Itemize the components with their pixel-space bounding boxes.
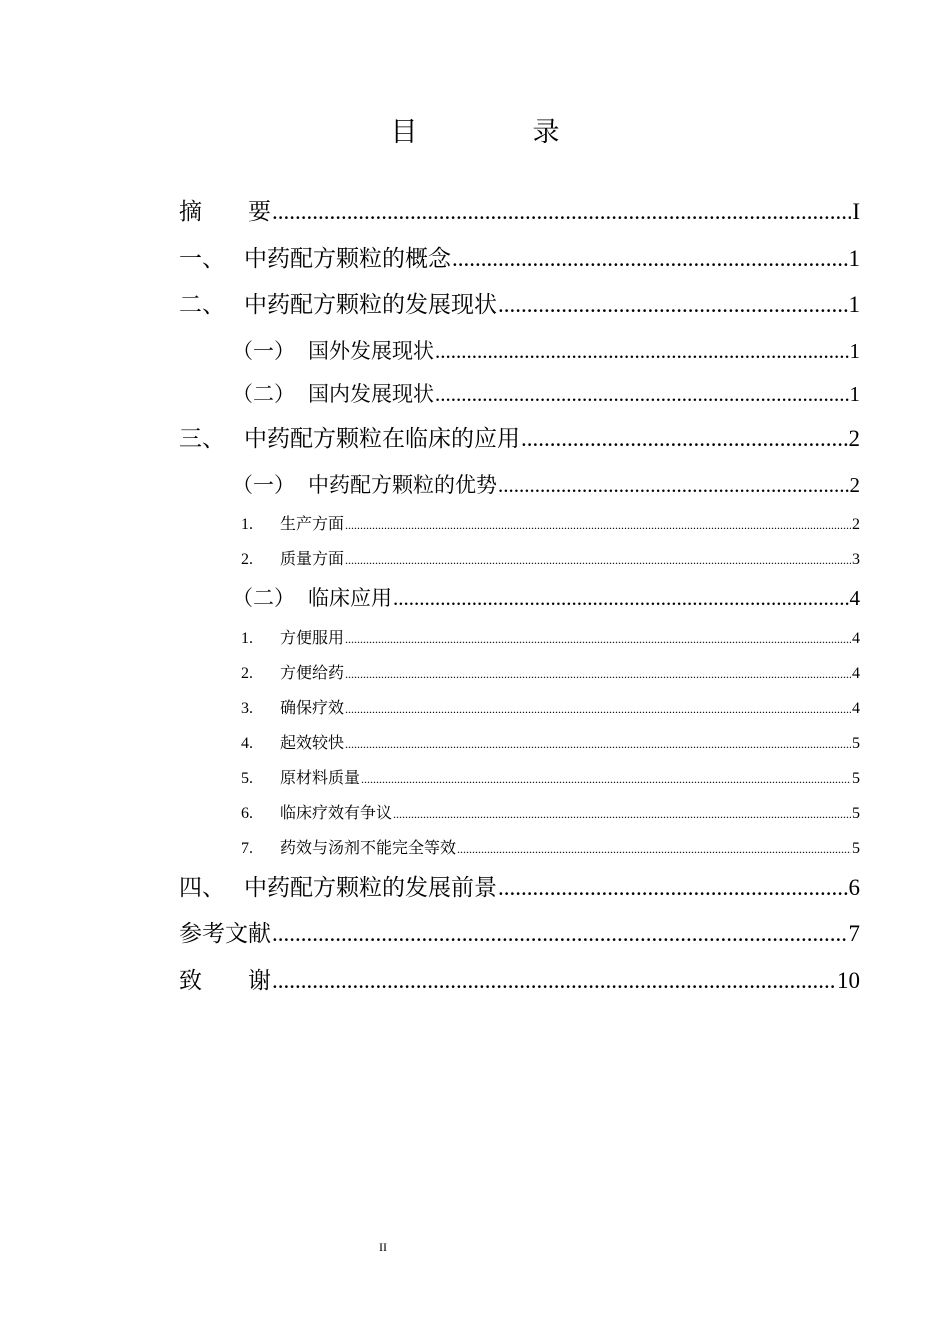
toc-entry-section-3-2-4[interactable]: [179, 732, 860, 755]
toc-entry-number: 5.: [241, 770, 253, 787]
toc-entry-page: 1: [849, 339, 860, 363]
toc-entry-label: 临床疗效有争议: [280, 803, 393, 822]
toc-leader-dots: [361, 768, 851, 790]
toc-leader-dots: [498, 873, 848, 903]
toc-entry-number: 6.: [241, 805, 253, 822]
toc-leader-dots: [345, 514, 851, 536]
toc-entry-section-2[interactable]: [179, 290, 860, 320]
toc-entry-page: 2: [852, 516, 860, 533]
toc-entry-page: 5: [852, 770, 860, 787]
toc-entry-label: 中药配方颗粒的优势: [308, 473, 497, 497]
toc-entry-page: 7: [848, 921, 860, 946]
toc-entry-label: 摘 要: [179, 199, 271, 225]
toc-leader-dots: [345, 663, 851, 685]
toc-entry-section-3-2-7[interactable]: [179, 837, 860, 860]
toc-entry-section-3-2[interactable]: [179, 584, 860, 612]
toc-entry-page: 1: [848, 246, 860, 271]
toc-entry-number: 一、: [179, 246, 225, 272]
toc-leader-dots: [435, 380, 849, 408]
toc-entry-number: （一）: [232, 339, 295, 363]
toc-entry-section-3-1[interactable]: [179, 471, 860, 499]
toc-entry-page: 5: [852, 805, 860, 822]
toc-entry-label: 中药配方颗粒的发展现状: [244, 292, 497, 318]
toc-entry-label: 药效与汤剂不能完全等效: [280, 838, 457, 857]
toc-entry-section-2-1[interactable]: [179, 337, 860, 365]
toc-entry-section-3-1-1[interactable]: [179, 513, 860, 536]
toc-entry-page: 4: [852, 630, 860, 647]
toc-leader-dots: [498, 290, 848, 320]
page-number-footer: II: [379, 1240, 387, 1254]
toc-entry-label: 参考文献: [179, 921, 271, 947]
toc-entry-label: 致 谢: [179, 968, 271, 994]
toc-entry-page: 3: [852, 551, 860, 568]
toc-entry-references[interactable]: [179, 919, 860, 949]
toc-leader-dots: [452, 244, 848, 274]
toc-entry-section-3-2-5[interactable]: [179, 767, 860, 790]
toc-entry-label: 方便服用: [280, 628, 345, 647]
toc-entry-section-3-2-6[interactable]: [179, 802, 860, 825]
toc-leader-dots: [457, 838, 851, 860]
toc-entry-page: 6: [848, 875, 860, 900]
toc-entry-label: 原材料质量: [280, 768, 361, 787]
toc-entry-label: 国内发展现状: [308, 382, 434, 406]
toc-entry-page: 2: [849, 473, 860, 497]
toc-entry-section-3-2-1[interactable]: [179, 627, 860, 650]
toc-entry-page: 1: [848, 292, 860, 317]
toc-leader-dots: [345, 733, 851, 755]
toc-entry-section-3-2-3[interactable]: [179, 697, 860, 720]
toc-leader-dots: [272, 919, 848, 949]
toc-entry-page: 5: [852, 735, 860, 752]
toc-entry-number: 1.: [241, 516, 253, 533]
toc-entry-number: 1.: [241, 630, 253, 647]
toc-entry-page: 5: [852, 840, 860, 857]
toc-entry-page: 4: [852, 665, 860, 682]
toc-leader-dots: [345, 549, 851, 571]
toc-entry-number: 三、: [179, 426, 225, 452]
toc-entry-label: 临床应用: [308, 586, 392, 610]
toc-entry-section-3-2-2[interactable]: [179, 662, 860, 685]
toc-leader-dots: [521, 424, 848, 454]
toc-entry-label: 中药配方颗粒的概念: [244, 246, 451, 272]
toc-entry-number: 二、: [179, 292, 225, 318]
toc-entry-acknowledgements[interactable]: [179, 966, 860, 996]
toc-entry-page: 4: [852, 700, 860, 717]
toc-entry-number: 四、: [179, 875, 225, 901]
toc-leader-dots: [272, 197, 851, 227]
toc-leader-dots: [345, 698, 851, 720]
toc-leader-dots: [393, 803, 851, 825]
toc-entry-label: 方便给药: [280, 663, 345, 682]
toc-entry-page: 4: [849, 586, 860, 610]
toc-entry-section-1[interactable]: [179, 244, 860, 274]
toc-entry-number: 4.: [241, 735, 253, 752]
toc-entry-label: 中药配方颗粒在临床的应用: [244, 426, 520, 452]
toc-leader-dots: [498, 471, 849, 499]
toc-entry-page: 2: [848, 426, 860, 451]
toc-leader-dots: [345, 628, 851, 650]
toc-entry-section-3-1-2[interactable]: [179, 548, 860, 571]
toc-leader-dots: [435, 337, 849, 365]
toc-entry-number: 7.: [241, 840, 253, 857]
toc-entry-number: 2.: [241, 551, 253, 568]
toc-entry-page: I: [852, 199, 860, 224]
toc-entry-section-4[interactable]: [179, 873, 860, 903]
toc-entry-number: （二）: [232, 586, 295, 610]
toc-entry-section-2-2[interactable]: [179, 380, 860, 408]
toc-entry-number: 3.: [241, 700, 253, 717]
toc-entry-label: 国外发展现状: [308, 339, 434, 363]
toc-entry-number: （一）: [232, 473, 295, 497]
toc-entry-label: 质量方面: [280, 549, 345, 568]
toc-entry-label: 中药配方颗粒的发展前景: [244, 875, 497, 901]
toc-entry-page: 1: [849, 382, 860, 406]
toc-entry-label: 确保疗效: [280, 698, 345, 717]
page-title: 目 录: [390, 117, 604, 148]
toc-entry-number: 2.: [241, 665, 253, 682]
toc-entry-section-3[interactable]: [179, 424, 860, 454]
toc-entry-label: 起效较快: [280, 733, 345, 752]
toc-entry-abstract[interactable]: [179, 197, 860, 227]
toc-entry-page: 10: [837, 968, 860, 993]
toc-entry-label: 生产方面: [280, 514, 345, 533]
toc-leader-dots: [393, 584, 849, 612]
toc-entry-number: （二）: [232, 382, 295, 406]
toc-leader-dots: [272, 966, 836, 996]
